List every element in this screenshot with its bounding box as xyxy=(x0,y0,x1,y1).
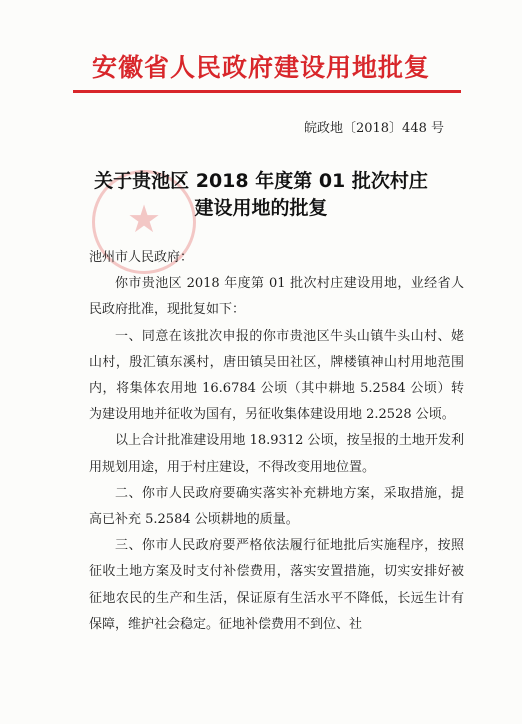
body-paragraph: 二、你市人民政府要确实落实补充耕地方案，采取措施，提高已补充 5.2584 公顷耕地的质量。 xyxy=(89,485,464,528)
body-paragraph: 三、你市人民政府要严格依法履行征地批后实施程序，按照征收土地方案及时支付补偿费用，落实安置措施，切实安排好被征地农民的生产和生活，保证原有生活水平不降低，长远生计有保障，维护社会稳定。征地补偿费用不到位、社 xyxy=(89,538,464,632)
title-line-2: 建设用地的批复 xyxy=(194,197,328,219)
title-line-1: 关于贵池区 2018 年度第 01 批次村庄 xyxy=(94,170,428,192)
salutation: 池州市人民政府： xyxy=(89,250,194,265)
document-body xyxy=(89,245,464,638)
masthead-divider xyxy=(73,90,461,93)
body-paragraph: 你市贵池区 2018 年度第 01 批次村庄建设用地，业经省人民政府批准，现批复如下： xyxy=(89,276,464,318)
document-number: 皖政地〔2018〕448 号 xyxy=(303,121,444,136)
document-title xyxy=(0,168,522,222)
masthead-title: 安徽省人民政府建设用地批复 xyxy=(91,53,430,82)
body-paragraph: 一、同意在该批次申报的你市贵池区牛头山镇牛头山村、姥山村，殷汇镇东溪村，唐田镇吴田社区，牌楼镇神山村用地范围内，将集体农用地 16.6784 公顷（其中耕地 5.2584 公顷）转为建设用地并征收为国有，另征收集体建设用地 2.2528 公顷。 xyxy=(89,328,464,423)
seal-star-icon: ★ xyxy=(126,197,162,241)
body-paragraph: 以上合计批准建设用地 18.9312 公顷，按呈报的土地开发利用规划用途，用于村庄建设，不得改变用地位置。 xyxy=(89,433,464,475)
